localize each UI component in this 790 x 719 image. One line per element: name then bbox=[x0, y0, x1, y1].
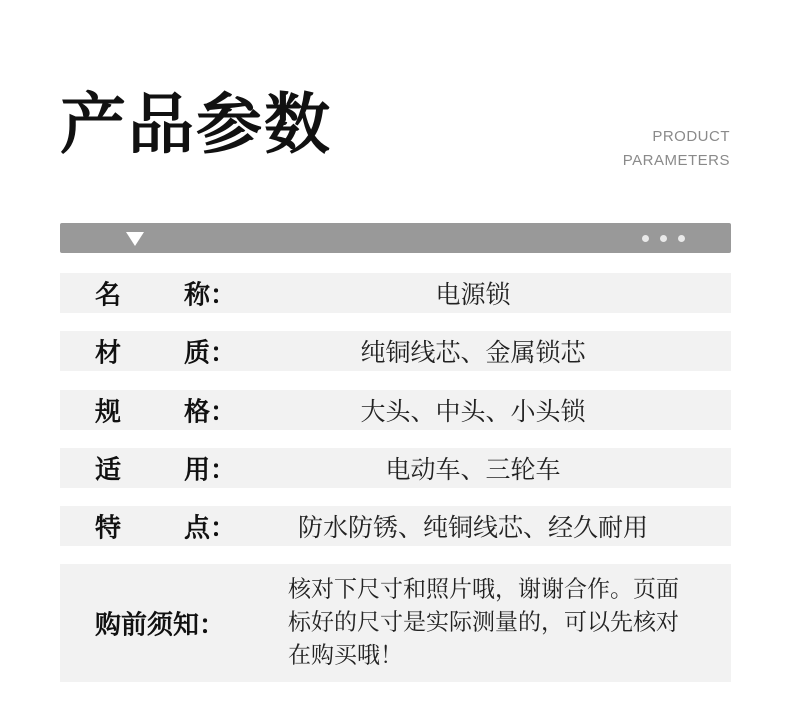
param-label bbox=[95, 392, 237, 429]
notice-line-2: 标好的尺寸是实际测量的，可以先核对 bbox=[288, 609, 679, 636]
ellipsis-dots bbox=[642, 235, 685, 242]
param-label-suffix: 称： bbox=[184, 280, 237, 311]
param-label-char: 材 bbox=[95, 338, 122, 369]
param-value: 防水防锈、纯铜线芯、经久耐用 bbox=[297, 513, 648, 542]
param-row-material bbox=[60, 331, 731, 371]
param-label bbox=[95, 275, 237, 312]
param-label-suffix: 点： bbox=[184, 513, 237, 544]
page-title: 产品参数 bbox=[60, 86, 332, 163]
param-row-notice bbox=[60, 564, 731, 682]
dot-icon bbox=[678, 235, 685, 242]
section-header-bar bbox=[60, 223, 731, 253]
param-label-char: 特 bbox=[95, 513, 122, 544]
param-label bbox=[95, 333, 237, 370]
param-row-spec bbox=[60, 390, 731, 430]
notice-text bbox=[288, 574, 711, 673]
param-label-char: 名 bbox=[95, 280, 122, 311]
page-subtitle bbox=[623, 125, 730, 173]
param-row-name bbox=[60, 273, 731, 313]
param-value: 纯铜线芯、金属锁芯 bbox=[360, 338, 586, 367]
subtitle-line-2: PARAMETERS bbox=[622, 152, 730, 169]
param-label-char: 适 bbox=[95, 455, 122, 486]
param-value: 电源锁 bbox=[435, 280, 511, 309]
notice-line-1: 核对下尺寸和照片哦，谢谢合作。页面 bbox=[288, 576, 679, 603]
notice-label: 购前须知： bbox=[95, 610, 226, 641]
param-label bbox=[95, 508, 237, 545]
param-row-usage bbox=[60, 448, 731, 488]
notice-line-3: 在购买哦！ bbox=[288, 642, 403, 669]
param-label-suffix: 质： bbox=[184, 338, 237, 369]
param-row-features bbox=[60, 506, 731, 546]
subtitle-line-1: PRODUCT bbox=[652, 128, 730, 145]
dot-icon bbox=[660, 235, 667, 242]
param-label bbox=[95, 450, 237, 487]
param-value: 大头、中头、小头锁 bbox=[360, 397, 586, 426]
param-label-suffix: 格： bbox=[184, 397, 237, 428]
param-label-char: 规 bbox=[95, 397, 122, 428]
triangle-down-icon bbox=[126, 232, 144, 246]
param-label-suffix: 用： bbox=[184, 455, 237, 486]
dot-icon bbox=[642, 235, 649, 242]
param-value: 电动车、三轮车 bbox=[385, 455, 561, 484]
